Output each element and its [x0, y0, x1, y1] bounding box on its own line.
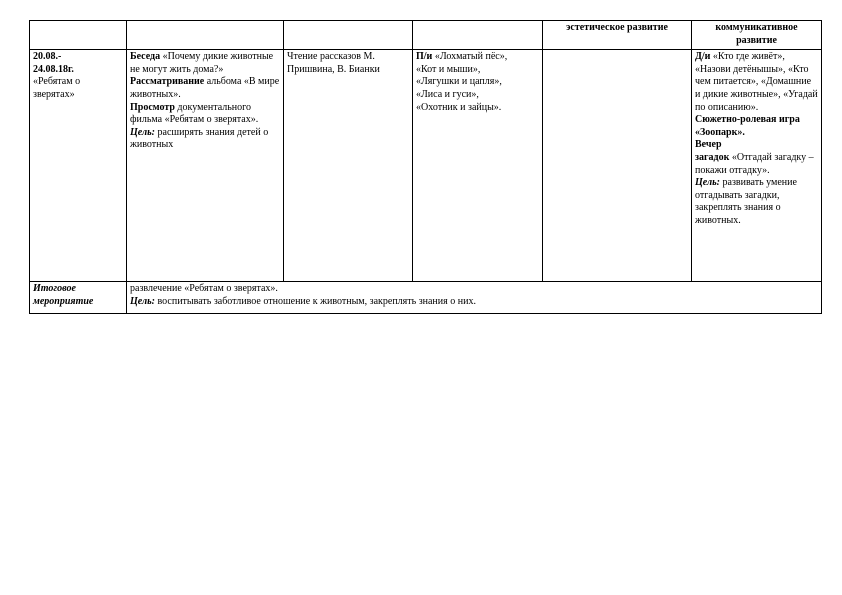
final-event-label-cell: [30, 282, 127, 314]
film-text: документального фильма «Ребятам о зверятах».: [130, 101, 259, 126]
cognitive-goal-text: расширять знания детей о животных: [130, 126, 269, 151]
header-communicative: [692, 21, 822, 50]
album-label: Рассматривание: [130, 76, 205, 88]
weekly-plan-table: [29, 20, 822, 314]
final-goal-text: воспитывать заботливое отношение к животным, закреплять знания о них.: [157, 295, 476, 307]
outdoor-game-item: «Лохматый пёс»,: [434, 51, 508, 63]
aesthetic-cell: [543, 50, 692, 282]
header-row: [30, 21, 822, 50]
reading-cell: [284, 50, 413, 282]
header-communicative-line1: коммуникативное: [715, 22, 798, 33]
header-aesthetic: [543, 21, 692, 50]
final-event-label: Итоговое мероприятие: [33, 283, 94, 307]
header-communicative-line2: развитие: [736, 34, 777, 46]
final-goal-label: Цель:: [130, 295, 155, 307]
reading-text: Чтение рассказов М. Пришвина, В. Бианки: [287, 51, 380, 75]
talk-text: «Почему дикие животные не могут жить дома?»: [130, 51, 274, 75]
cognitive-goal-label: Цель:: [130, 126, 155, 138]
header-aesthetic-text: эстетическое развитие: [566, 22, 668, 33]
cognitive-cell: [127, 50, 284, 282]
week-theme: «Ребятам о зверятах»: [33, 76, 81, 100]
talk-label: Беседа: [130, 51, 161, 63]
outdoor-game-item: «Лиса и гуси»,: [416, 88, 479, 100]
week-cell: [30, 50, 127, 282]
riddles-text: «Отгадай загадку – покажи отгадку».: [695, 151, 814, 176]
role-play-label: Сюжетно-ролевая игра «Зоопарк».: [695, 114, 800, 138]
header-cell-empty: [30, 21, 127, 50]
outdoor-games-label: П/и: [416, 51, 433, 63]
evening-label: Вечер: [695, 139, 722, 151]
didactic-games-text: «Кто где живёт», «Назови детёнышы», «Кто чем питается», «Домашние и дикие животные», «Угадай по описанию».: [695, 51, 818, 113]
communicative-goal-text: развивать умение отгадывать загадки, закреплять знания о животных.: [695, 177, 797, 226]
communicative-cell: [692, 50, 822, 282]
final-event-cell: [127, 282, 822, 314]
outdoor-game-item: «Охотник и зайцы».: [416, 101, 502, 113]
outdoor-game-item: «Лягушки и цапля»,: [416, 76, 502, 88]
riddles-label: загадок: [695, 151, 730, 163]
album-text: альбома «В мире животных».: [130, 76, 280, 100]
communicative-goal-label: Цель:: [695, 177, 720, 189]
header-cell-empty: [284, 21, 413, 50]
final-event-row: [30, 282, 822, 314]
outdoor-game-item: «Кот и мыши»,: [416, 63, 481, 75]
physical-cell: [413, 50, 543, 282]
didactic-games-label: Д/и: [695, 51, 711, 63]
header-cell-empty: [127, 21, 284, 50]
week-row: [30, 50, 822, 282]
film-label: Просмотр: [130, 101, 175, 113]
final-event-text: развлечение «Ребятам о зверятах».: [130, 283, 278, 295]
header-cell-empty: [413, 21, 543, 50]
week-dates-2: 24.08.18г.: [33, 63, 74, 75]
week-dates-1: 20.08.-: [33, 51, 62, 63]
